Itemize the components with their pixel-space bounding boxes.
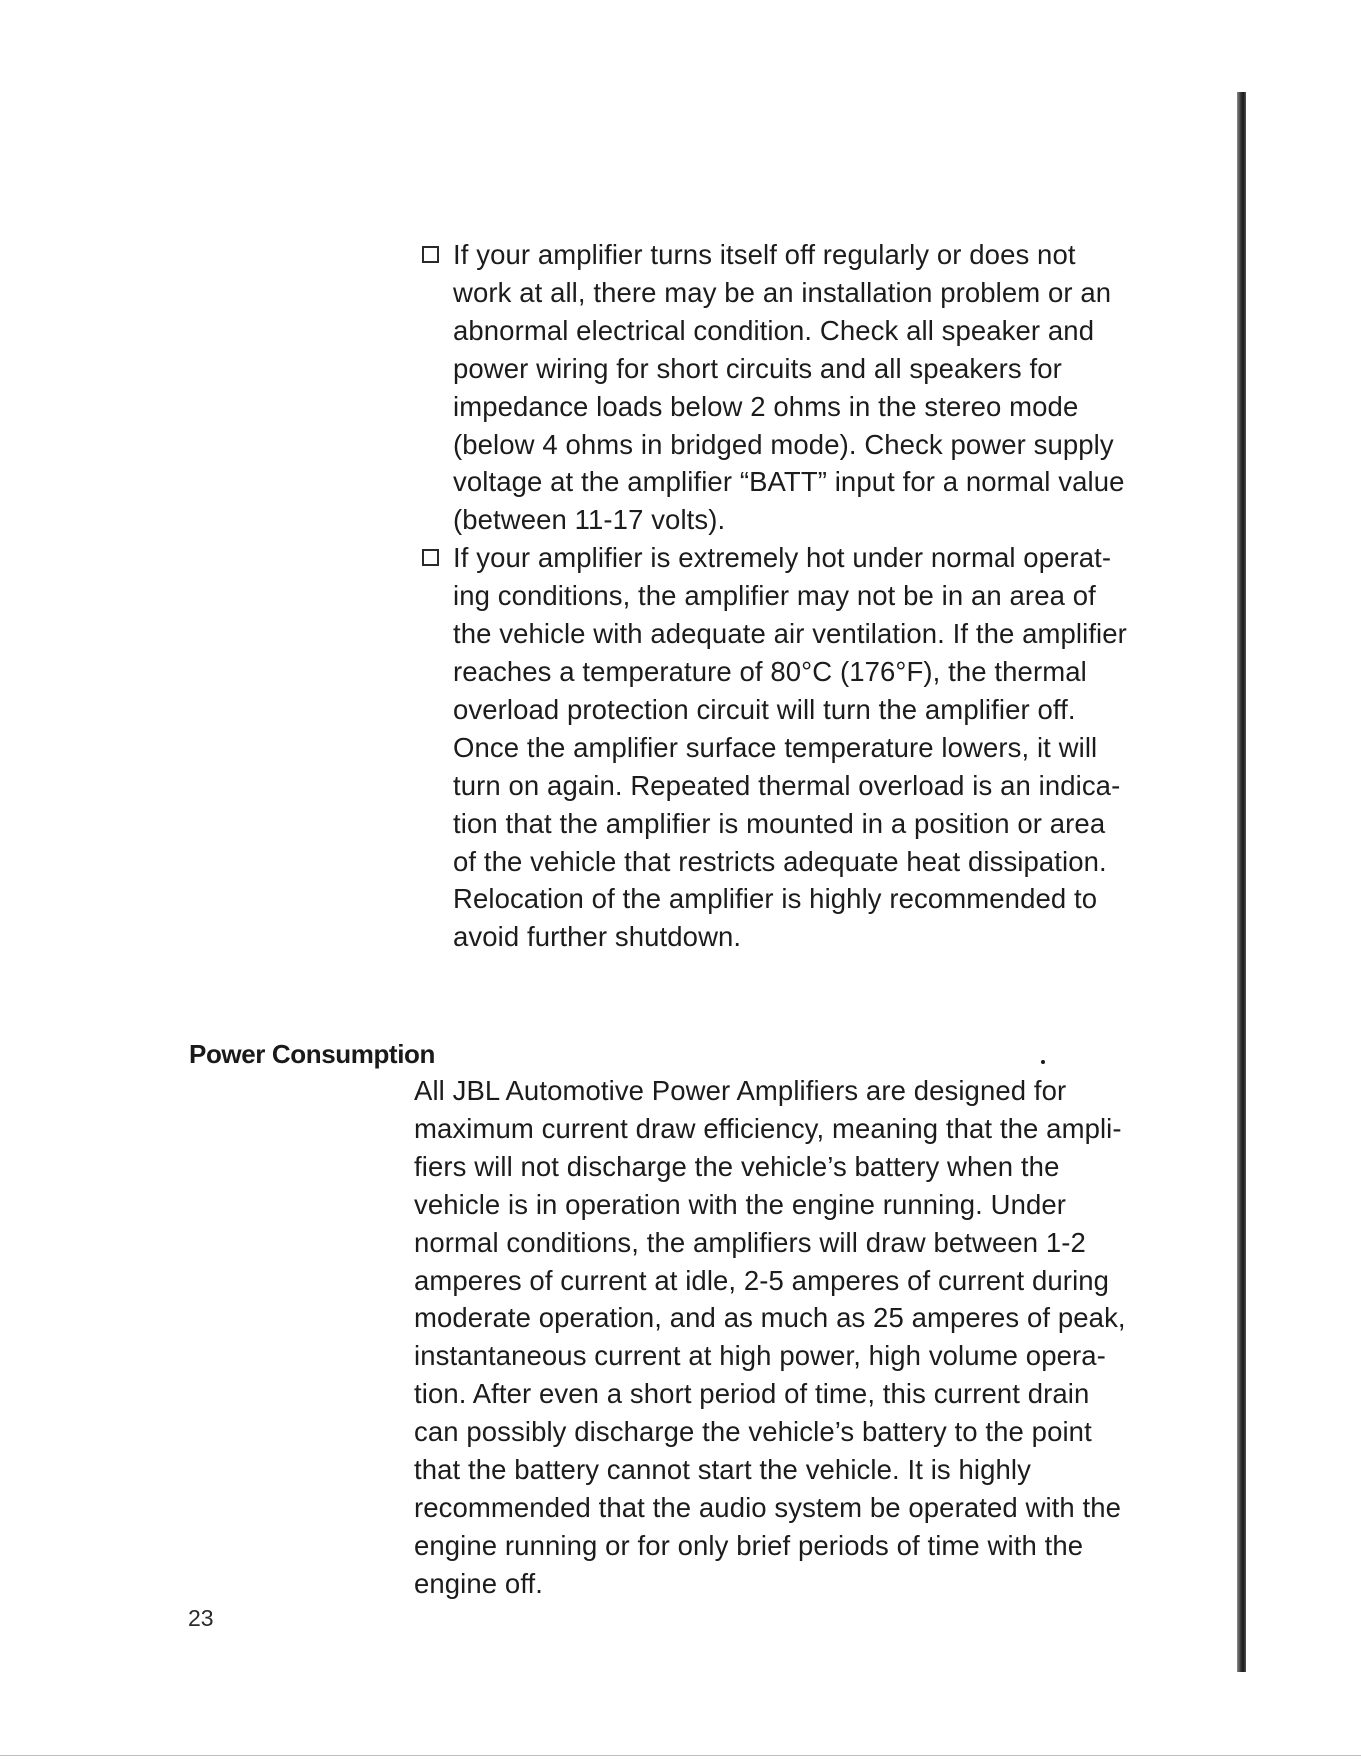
section-body: All JBL Automotive Power Amplifiers are designed for maximum current draw efficiency, meaning that the ampli- fiers will not discharge the vehicle’s battery when the vehicle is in operation with the engine running. Under normal conditions, the amplifiers will draw between 1-2 amperes of current at idle, 2-5 amperes of current during moderate operation, and as much as 25 amperes of peak, instantaneous current at high power, high volume opera- tion. After even a short period of time, this current drain can possibly discharge the vehicle’s battery to the point that the battery cannot start the vehicle. It is highly recommended that the audio system be operated with the engine running or for only brief periods of time with the engine off. xyxy=(414,1075,1126,1599)
checkbox-square-icon xyxy=(422,246,439,263)
scan-bottom-edge xyxy=(0,1755,1361,1756)
list-item-text: If your amplifier is extremely hot under normal operat- ing conditions, the amplifier may not be in an area of the vehicle with adequate air ventilation. If the amplifier reaches a temperature of 80°C (176°F), the thermal overload protection circuit will turn the amplifier off. Once the amplifier surface temperature lowers, it will turn on again. Repeated thermal overload is an indica- tion that the amplifier is mounted in a position or area of the vehicle that restricts adequate heat dissipation. Relocation of the amplifier is highly recommended to avoid further shutdown. xyxy=(453,542,1127,953)
list-item xyxy=(422,236,1182,539)
print-speck xyxy=(1041,1060,1045,1064)
checkbox-square-icon xyxy=(422,549,439,566)
page-binding-edge xyxy=(1237,92,1246,1672)
list-item xyxy=(422,539,1182,956)
page-number: 23 xyxy=(188,1605,214,1631)
list-item-text: If your amplifier turns itself off regularly or does not work at all, there may be an installation problem or an abnormal electrical condition. Check all speaker and power wiring for short circuits and all speakers for impedance loads below 2 ohms in the stereo mode (below 4 ohms in bridged mode). Check power supply voltage at the amplifier “BATT” input for a normal value (between 11-17 volts). xyxy=(453,239,1125,536)
troubleshooting-list xyxy=(422,236,1182,956)
section-heading: Power Consumption xyxy=(189,1039,435,1069)
